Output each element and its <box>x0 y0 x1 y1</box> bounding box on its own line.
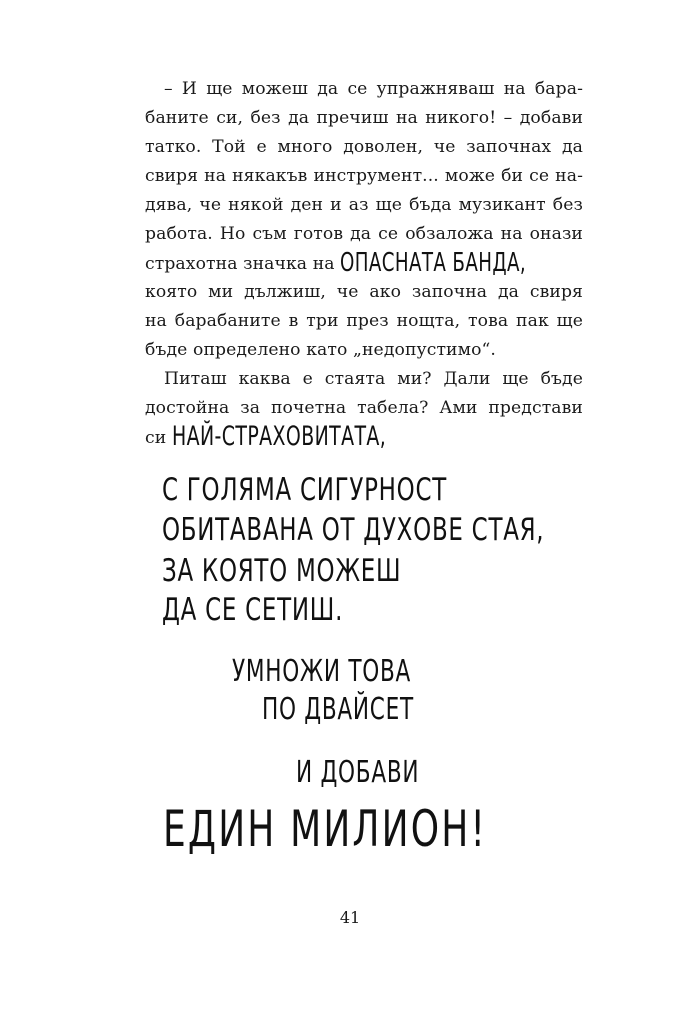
paragraph-1-line-8: която ми дължиш, че ако започна да свиря <box>145 282 583 302</box>
hand-line-think-of: ДА СЕ СЕТИШ. <box>162 592 344 628</box>
scariest-handwritten: НАЙ-СТРАХОВИТАТА, <box>171 421 387 452</box>
line-3-prefix: си <box>145 428 172 448</box>
paragraph-1-line-9: на барабаните в три през нощта, това пак ще <box>145 311 583 331</box>
paragraph-2-line-1: Питаш каква е стаята ми? Дали ще бъде <box>164 369 583 389</box>
page-number: 41 <box>339 908 361 927</box>
hand-line-one-million: ЕДИН МИЛИОН! <box>163 800 488 858</box>
gang-name-comma: , <box>520 248 527 278</box>
hand-line-that-you-can: ЗА КОЯТО МОЖЕШ <box>162 553 402 589</box>
gang-name-text: ОПАСНАТА БАНДА <box>340 248 521 278</box>
hand-line-certainty: С ГОЛЯМА СИГУРНОСТ <box>162 472 447 508</box>
hand-line-haunted-room: ОБИТАВАНА ОТ ДУХОВЕ СТАЯ, <box>162 512 545 548</box>
hand-line-multiply: УМНОЖИ ТОВА <box>232 654 412 689</box>
paragraph-1-last-line: бъде определено като „недопустимо“. <box>145 340 496 360</box>
paragraph-1-line-4: свиря на някакъв инструмент... може би се на- <box>145 166 583 186</box>
paragraph-1-line-5: дява, че някой ден и аз ще бъда музикант без <box>145 195 583 215</box>
gang-name-handwritten <box>340 248 526 278</box>
paragraph-1-line-3: татко. Той е много доволен, че започнах да <box>145 137 583 157</box>
paragraph-1-line-7 <box>145 248 579 278</box>
hand-line-and-add: И ДОБАВИ <box>296 755 420 790</box>
paragraph-1-line-1: – И ще можеш да се упражняваш на бара- <box>164 79 583 99</box>
line-7-prefix: страхотна значка на <box>145 254 341 274</box>
paragraph-2-line-3 <box>145 422 446 452</box>
hand-line-by-twenty: ПО ДВАЙСЕТ <box>262 692 414 727</box>
paragraph-1-line-6: работа. Но съм готов да се обзаложа на онази <box>145 224 583 244</box>
paragraph-1-line-2: баните си, без да пречиш на никого! – добави <box>145 108 583 128</box>
paragraph-2-line-2: достойна за почетна табела? Ами представи <box>145 398 583 418</box>
